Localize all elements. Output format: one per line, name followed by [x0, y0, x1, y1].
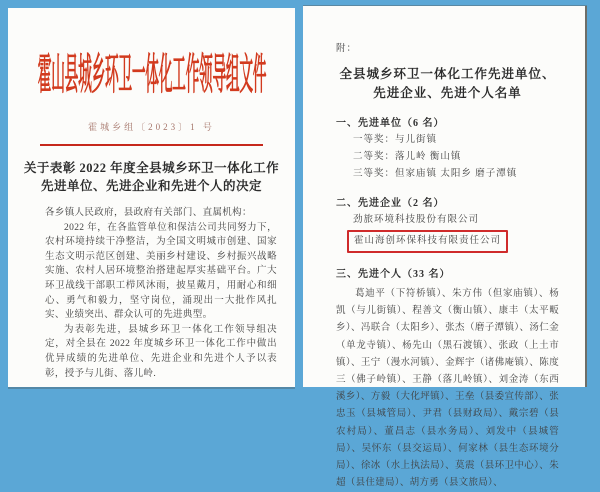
body-paragraph-2: 为表彰先进，县城乡环卫一体化工作领导组决定，对全县在 2022 年度城乡环卫一体化工作中做出优异成绩的先进单位、先进企业和先进个人予以表彰，授予与儿街、落儿岭. — [45, 324, 277, 379]
section-advanced-enterprises-heading: 二、先进企业（2 名） — [336, 198, 445, 209]
red-divider-line — [40, 144, 263, 146]
red-header-wrap — [8, 52, 295, 100]
attachment-title-line2: 先进企业、先进个人名单 — [373, 86, 522, 100]
salutation: 各乡镇人民政府，县政府有关部门、直属机构： — [45, 208, 252, 218]
award-second-prize: 二等奖：落儿岭 衡山镇 — [353, 152, 462, 162]
document-red-header: 霍山县城乡环卫一体化工作领导组文件 — [37, 52, 266, 99]
document-title-line2: 先进单位、先进企业和先进个人的决定 — [40, 179, 262, 193]
document-page-right — [303, 6, 587, 489]
document-page-left — [8, 8, 295, 387]
document-number: 霍城乡组〔2023〕1 号 — [88, 122, 215, 132]
body-paragraph-1: 2022 年，在各监管单位和保洁公司共同努力下，农村环境持续干净整洁，为全国文明城市创建、国家生态文明示范区创建、美丽乡村建设、乡村振兴战略实施、农村人居环境整治搭建起厚实基础平台。广大环卫战线干部职工栉风沐雨，披星戴月，用耐心和细心、勇气和毅力，坚守岗位，涌现出一大批作风扎实、业绩突出、群众认可的先进典型。 — [45, 222, 277, 321]
attachment-content — [303, 6, 585, 492]
individuals-name-list: 葛迪平（下符桥镇）、朱方伟（但家庙镇）、杨凯（与儿街镇）、程善文（衡山镇）、康丰（太平畈乡）、冯联合（太阳乡）、张杰（磨子潭镇）、汤仁金（单龙寺镇）、杨先山（黑石渡镇）、张政（上土市镇）、王宁（漫水河镇）、金辉宇（诸佛庵镇）、陈度三（佛子岭镇）、王静（落儿岭镇）、刘金涛（东西溪乡）、方毅（大化坪镇）、王垒（县委宣传部）、张忠玉（县城管局）、尹君（县财政局）、戴宗碧（县农村局）、董昌志（县水务局）、刘发中（县城管局）、吴怀东（县交运局）、何家林（县生态环境分局）、徐冰（水上执法局）、莫震（县环卫中心）、朱超（县住建局）、胡方勇（县文旅局）、 — [336, 289, 559, 489]
enterprise-item-1: 劲旅环境科技股份有限公司 — [353, 215, 480, 225]
attachment-title — [336, 65, 559, 103]
section-advanced-individuals-heading: 三、先进个人（33 名） — [336, 269, 451, 280]
section-advanced-units-heading: 一、先进单位（6 名） — [336, 118, 445, 129]
enterprise-item-2 — [336, 229, 559, 254]
document-title-line1: 关于表彰 2022 年度全县城乡环卫一体化工作 — [23, 161, 280, 175]
document-body — [45, 206, 277, 381]
award-first-prize: 一等奖：与儿街镇 — [353, 135, 438, 145]
document-title — [8, 159, 295, 195]
attachment-label: 附： — [336, 44, 358, 54]
attachment-title-line1: 全县城乡环卫一体化工作先进单位、 — [339, 67, 556, 81]
highlighted-company-red-box: 霍山海创环保科技有限责任公司 — [347, 230, 508, 253]
award-third-prize: 三等奖：但家庙镇 太阳乡 磨子潭镇 — [353, 169, 518, 179]
